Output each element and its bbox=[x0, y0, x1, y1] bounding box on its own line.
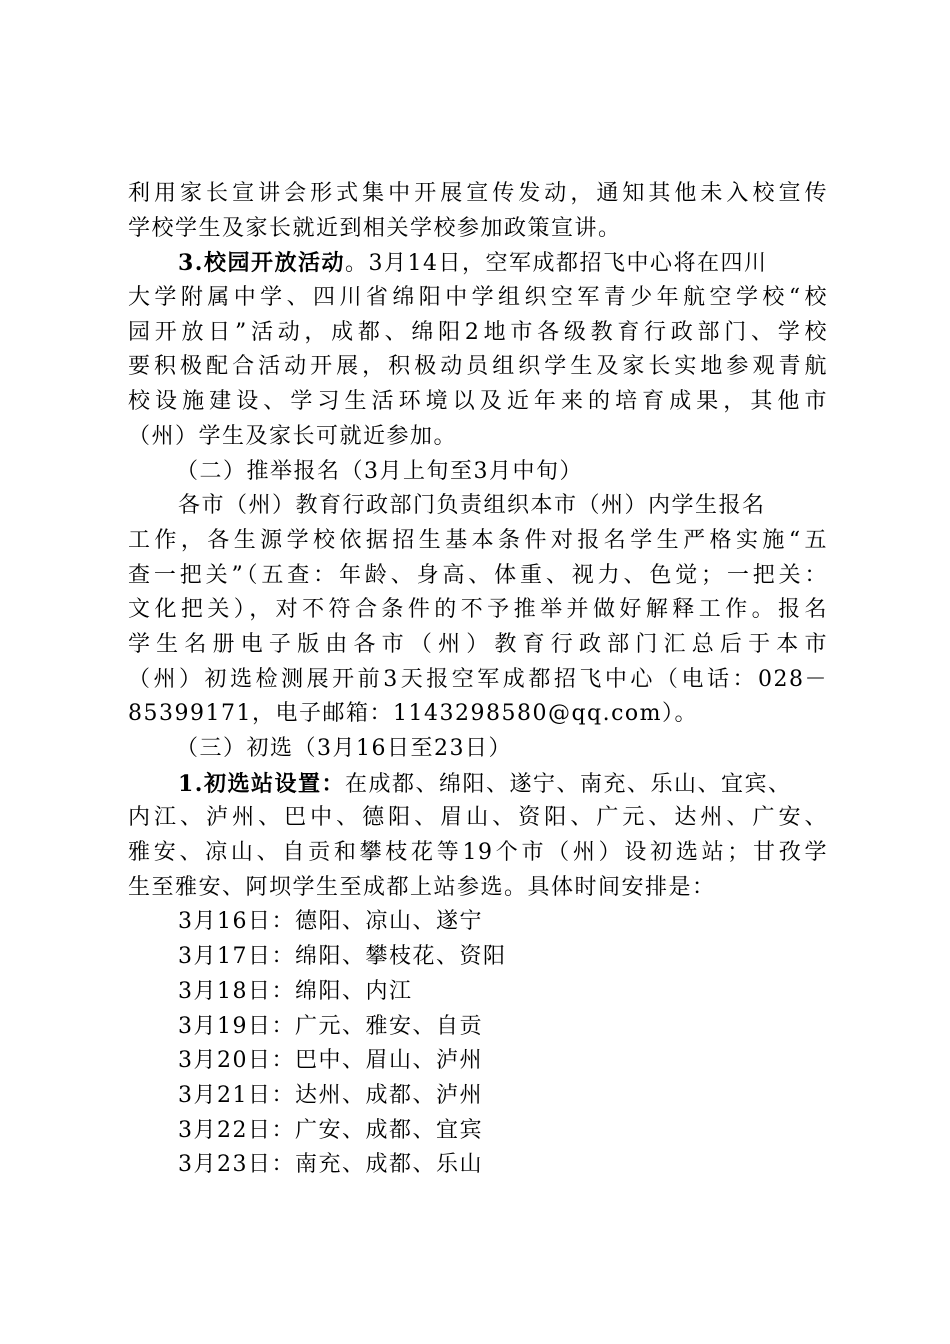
schedule-cities: 达州、成都、泸州 bbox=[295, 1082, 484, 1108]
paragraph-line: 各市（州）教育行政部门负责组织本市（州）内学生报名 bbox=[178, 493, 766, 519]
schedule-cities: 绵阳、攀枝花、资阳 bbox=[295, 944, 507, 970]
schedule-date: 3月19日： bbox=[178, 1013, 295, 1039]
paragraph-line bbox=[128, 767, 828, 802]
paragraph-line: （州）初选检测展开前3天报空军成都招飞中心（电话：028－ bbox=[128, 666, 828, 692]
paragraph-line: 文化把关），对不符合条件的不予推举并做好解释工作。报名 bbox=[128, 597, 828, 623]
schedule-cities: 巴中、眉山、泸州 bbox=[295, 1048, 484, 1074]
section-label: 3.校园开放活动 bbox=[178, 250, 345, 277]
schedule-cities: 南充、成都、乐山 bbox=[295, 1152, 484, 1178]
section-label: 1.初选站设置： bbox=[178, 770, 345, 797]
schedule-date: 3月18日： bbox=[178, 978, 295, 1004]
schedule-cities: 德阳、凉山、遂宁 bbox=[295, 909, 484, 935]
paragraph-text: 。3月14日，空军成都招飞中心将在四川 bbox=[344, 251, 768, 277]
schedule-date: 3月22日： bbox=[178, 1117, 295, 1143]
paragraph-line: （州）学生及家长可就近参加。 bbox=[128, 423, 458, 449]
paragraph-line: 查一把关”（五查：年龄、身高、体重、视力、色觉；一把关： bbox=[128, 562, 828, 588]
schedule-cities: 广元、雅安、自贡 bbox=[295, 1013, 484, 1039]
section-heading: （二）推举报名（3月上旬至3月中旬） bbox=[176, 458, 583, 484]
paragraph-line: 校设施建设、学习生活环境以及近年来的培育成果，其他市 bbox=[128, 389, 828, 415]
section-heading: （三）初选（3月16日至23日） bbox=[176, 736, 512, 761]
paragraph-line: 内江、泸州、巴中、德阳、眉山、资阳、广元、达州、广安、 bbox=[128, 805, 828, 831]
paragraph-line: 学校学生及家长就近到相关学校参加政策宣讲。 bbox=[128, 215, 622, 241]
schedule-item bbox=[128, 905, 828, 940]
schedule-item bbox=[128, 940, 828, 975]
paragraph-line: 雅安、凉山、自贡和攀枝花等19个市（州）设初选站；甘孜学 bbox=[128, 840, 828, 866]
schedule-item bbox=[128, 1079, 828, 1114]
schedule-item bbox=[128, 1114, 828, 1149]
schedule-date: 3月17日： bbox=[178, 944, 295, 970]
schedule-date: 3月23日： bbox=[178, 1152, 295, 1178]
schedule-item bbox=[128, 1148, 828, 1183]
schedule-date: 3月16日： bbox=[178, 909, 295, 935]
document-body bbox=[128, 177, 828, 1183]
schedule-item bbox=[128, 1044, 828, 1079]
paragraph-line: 要积极配合活动开展，积极动员组织学生及家长实地参观青航 bbox=[128, 354, 828, 380]
schedule-date: 3月21日： bbox=[178, 1082, 295, 1108]
paragraph-text: 在成都、绵阳、遂宁、南充、乐山、宜宾、 bbox=[344, 771, 792, 797]
schedule-cities: 绵阳、内江 bbox=[295, 978, 413, 1004]
paragraph-line: 工作，各生源学校依据招生基本条件对报名学生严格实施“五 bbox=[128, 527, 828, 553]
schedule-cities: 广安、成都、宜宾 bbox=[295, 1117, 484, 1143]
paragraph-line: 85399171，电子邮箱：1143298580@qq.com）。 bbox=[128, 701, 699, 727]
schedule-date: 3月20日： bbox=[178, 1048, 295, 1074]
paragraph-line: 学生名册电子版由各市（州）教育行政部门汇总后于本市 bbox=[128, 631, 828, 657]
paragraph-line: 利用家长宣讲会形式集中开展宣传发动，通知其他未入校宣传 bbox=[128, 181, 828, 206]
paragraph-line: 园开放日”活动，成都、绵阳2地市各级教育行政部门、学校 bbox=[128, 319, 828, 345]
paragraph-line: 大学附属中学、四川省绵阳中学组织空军青少年航空学校“校 bbox=[128, 285, 828, 311]
schedule-item bbox=[128, 1010, 828, 1045]
paragraph-line bbox=[128, 246, 828, 281]
schedule-item bbox=[128, 975, 828, 1010]
paragraph-line: 生至雅安、阿坝学生至成都上站参选。具体时间安排是： bbox=[128, 874, 716, 900]
